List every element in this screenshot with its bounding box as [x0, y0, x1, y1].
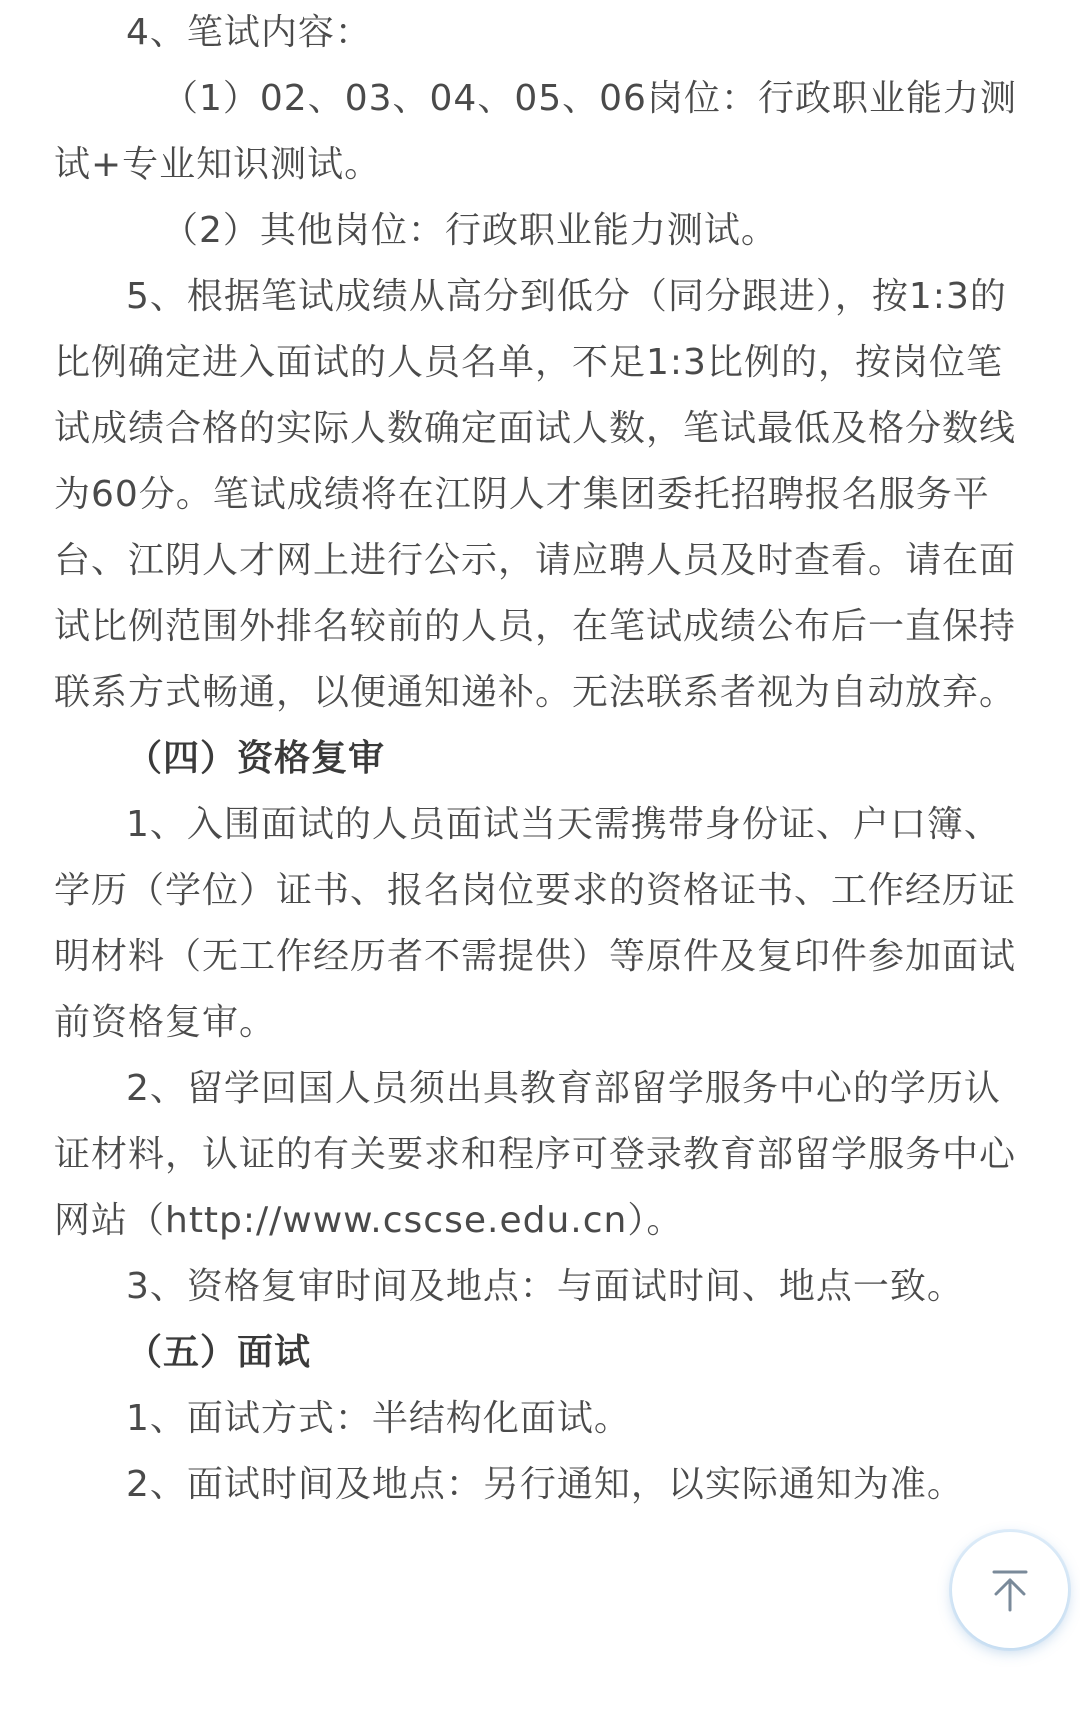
- paragraph-written-test-content: 4、笔试内容：: [126, 12, 372, 53]
- paragraph-written-test-item-2: （2）其他岗位：行政职业能力测试。: [162, 210, 778, 251]
- paragraph-written-test-item-1: （1）02、03、04、05、06岗位：行政职业能力测试+专业知识测试。: [54, 78, 1017, 185]
- back-to-top-button[interactable]: [952, 1532, 1068, 1648]
- article-body: [54, 0, 1026, 1518]
- section-heading-qualification-review: （四）资格复审: [126, 738, 386, 779]
- section-heading-interview: （五）面试: [126, 1332, 312, 1373]
- paragraph-review-documents: 1、入围面试的人员面试当天需携带身份证、户口簿、学历（学位）证书、报名岗位要求的资格证书、工作经历证明材料（无工作经历者不需提供）等原件及复印件参加面试前资格复审。: [54, 804, 1017, 1043]
- paragraph-interview-time-place: 2、面试时间及地点：另行通知，以实际通知为准。: [126, 1464, 964, 1505]
- paragraph-interview-method: 1、面试方式：半结构化面试。: [126, 1398, 631, 1439]
- arrow-up-to-line-icon: [986, 1566, 1034, 1614]
- paragraph-review-time-place: 3、资格复审时间及地点：与面试时间、地点一致。: [126, 1266, 964, 1307]
- paragraph-ranking-rules: 5、根据笔试成绩从高分到低分（同分跟进），按1:3的比例确定进入面试的人员名单，不足1:3比例的，按岗位笔试成绩合格的实际人数确定面试人数，笔试最低及格分数线为60分。笔试成绩将在江阴人才集团委托招聘报名服务平台、江阴人才网上进行公示，请应聘人员及时查看。请在面试比例范围外排名较前的人员，在笔试成绩公布后一直保持联系方式畅通，以便通知递补。无法联系者视为自动放弃。: [54, 276, 1017, 713]
- paragraph-overseas-certification: 2、留学回国人员须出具教育部留学服务中心的学历认证材料，认证的有关要求和程序可登录教育部留学服务中心网站（http://www.cscse.edu.cn）。: [54, 1068, 1017, 1241]
